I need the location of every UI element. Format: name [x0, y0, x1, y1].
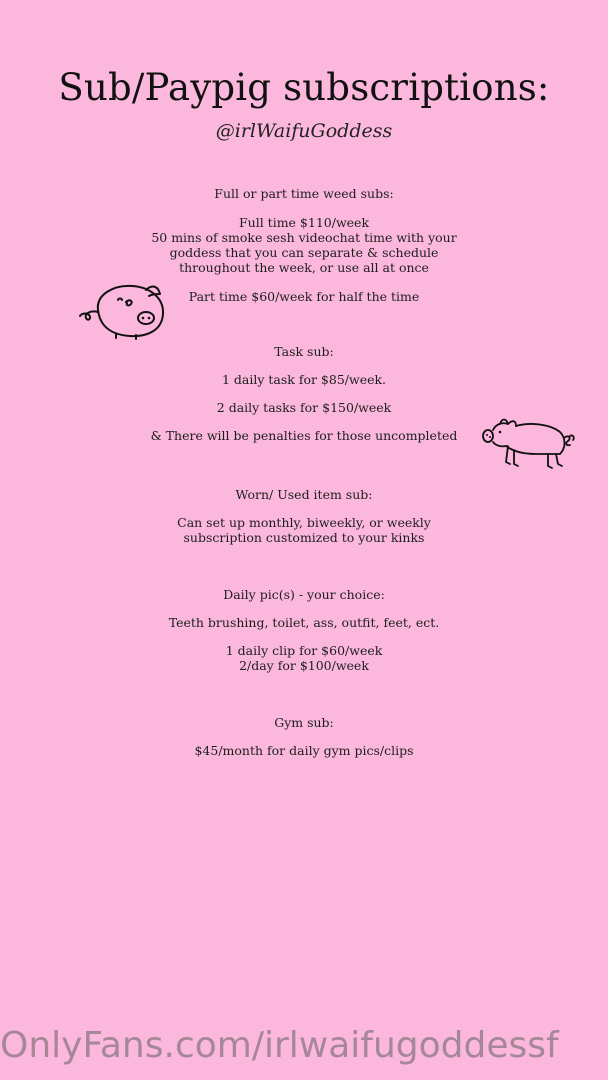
pig-side-icon [478, 414, 578, 474]
task-one: 1 daily task for $85/week. [221, 372, 387, 387]
worn-desc: Can set up monthly, biweekly, or weekly [177, 515, 431, 530]
weed-sub-heading: Full or part time weed subs: [214, 186, 394, 201]
weed-fulltime-price: Full time $110/week [238, 215, 370, 230]
gym-sub-section [64, 715, 544, 758]
worn-desc: subscription customized to your kinks [183, 530, 425, 545]
weed-fulltime-desc: goddess that you can separate & schedule [169, 245, 439, 260]
pics-clip-two: 2/day for $100/week [239, 658, 369, 673]
page-title: Sub/Paypig subscriptions: [58, 66, 550, 109]
gym-sub-heading: Gym sub: [274, 715, 334, 730]
watermark: OnlyFans.com/irlwaifugoddessf [0, 1025, 559, 1066]
task-two: 2 daily tasks for $150/week [216, 400, 392, 415]
weed-fulltime-desc: throughout the week, or use all at once [179, 260, 429, 275]
pics-sub-section [64, 587, 544, 673]
task-sub-heading: Task sub: [274, 344, 334, 359]
task-sub-section [64, 344, 544, 443]
gym-price: $45/month for daily gym pics/clips [194, 743, 414, 758]
pics-clip-one: 1 daily clip for $60/week [225, 643, 383, 658]
author-handle: @irlWaifuGoddess [215, 120, 393, 142]
pics-options: Teeth brushing, toilet, ass, outfit, feet, ect. [168, 615, 440, 630]
task-penalty: & There will be penalties for those uncompleted [150, 428, 458, 443]
worn-sub-heading: Worn/ Used item sub: [235, 487, 373, 502]
pics-sub-heading: Daily pic(s) - your choice: [223, 587, 385, 602]
pig-face-icon [76, 280, 168, 342]
weed-parttime: Part time $60/week for half the time [188, 289, 420, 304]
worn-sub-section [64, 487, 544, 545]
weed-fulltime-desc: 50 mins of smoke sesh videochat time with your [151, 230, 457, 245]
